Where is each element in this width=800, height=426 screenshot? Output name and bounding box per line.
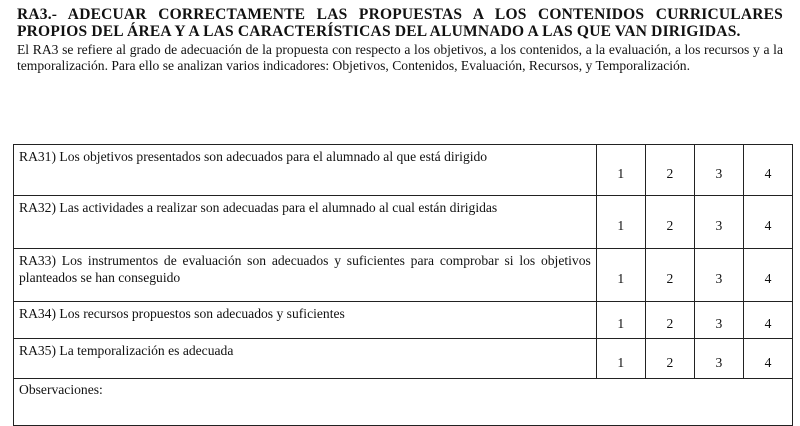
score-cell[interactable]: 3	[694, 196, 743, 249]
criterion-ra33: RA33) Los instrumentos de evaluación son adecuados y suficientes para comprobar si los objetivos planteados se han conseguido	[14, 249, 597, 302]
section-intro: El RA3 se refiere al grado de adecuación de la propuesta con respecto a los objetivos, a los contenidos, a la evaluación, a los recursos y a la temporalización. Para ello se analizan varios indicadores: Objetivos, Contenidos, Evaluación, Recursos, y Temporalización.	[17, 42, 783, 73]
criterion-ra32: RA32) Las actividades a realizar son adecuadas para el alumnado al cual están dirigidas	[14, 196, 597, 249]
score-cell[interactable]: 4	[743, 196, 792, 249]
score-cell[interactable]: 1	[596, 339, 645, 379]
score-cell[interactable]: 2	[645, 302, 694, 339]
rubric-table	[13, 144, 793, 426]
observations-field[interactable]	[14, 379, 793, 426]
table-row	[14, 145, 793, 196]
score-cell[interactable]: 1	[596, 196, 645, 249]
score-cell[interactable]: 1	[596, 249, 645, 302]
score-cell[interactable]: 4	[743, 302, 792, 339]
score-cell[interactable]: 2	[645, 196, 694, 249]
table-row	[14, 302, 793, 339]
observations-row	[14, 379, 793, 426]
criterion-ra35: RA35) La temporalización es adecuada	[14, 339, 597, 379]
section-heading: RA3.- ADECUAR CORRECTAMENTE LAS PROPUESTAS A LOS CONTENIDOS CURRICULARES PROPIOS DEL ÁREA Y A LAS CARACTERÍSTICAS DEL ALUMNADO A LAS QUE VAN DIRIGIDAS.	[17, 6, 783, 40]
table-row	[14, 249, 793, 302]
criterion-ra34: RA34) Los recursos propuestos son adecuados y suficientes	[14, 302, 597, 339]
score-cell[interactable]: 3	[694, 302, 743, 339]
table-row	[14, 196, 793, 249]
score-cell[interactable]: 3	[694, 339, 743, 379]
score-cell[interactable]: 4	[743, 145, 792, 196]
score-cell[interactable]: 3	[694, 249, 743, 302]
score-cell[interactable]: 4	[743, 249, 792, 302]
table-row	[14, 339, 793, 379]
score-cell[interactable]: 2	[645, 249, 694, 302]
criterion-ra31: RA31) Los objetivos presentados son adecuados para el alumnado al que está dirigido	[14, 145, 597, 196]
score-cell[interactable]: 2	[645, 145, 694, 196]
document-section	[17, 6, 783, 74]
observations-label: Observaciones:	[19, 382, 103, 397]
score-cell[interactable]: 1	[596, 302, 645, 339]
score-cell[interactable]: 2	[645, 339, 694, 379]
score-cell[interactable]: 4	[743, 339, 792, 379]
score-cell[interactable]: 3	[694, 145, 743, 196]
score-cell[interactable]: 1	[596, 145, 645, 196]
